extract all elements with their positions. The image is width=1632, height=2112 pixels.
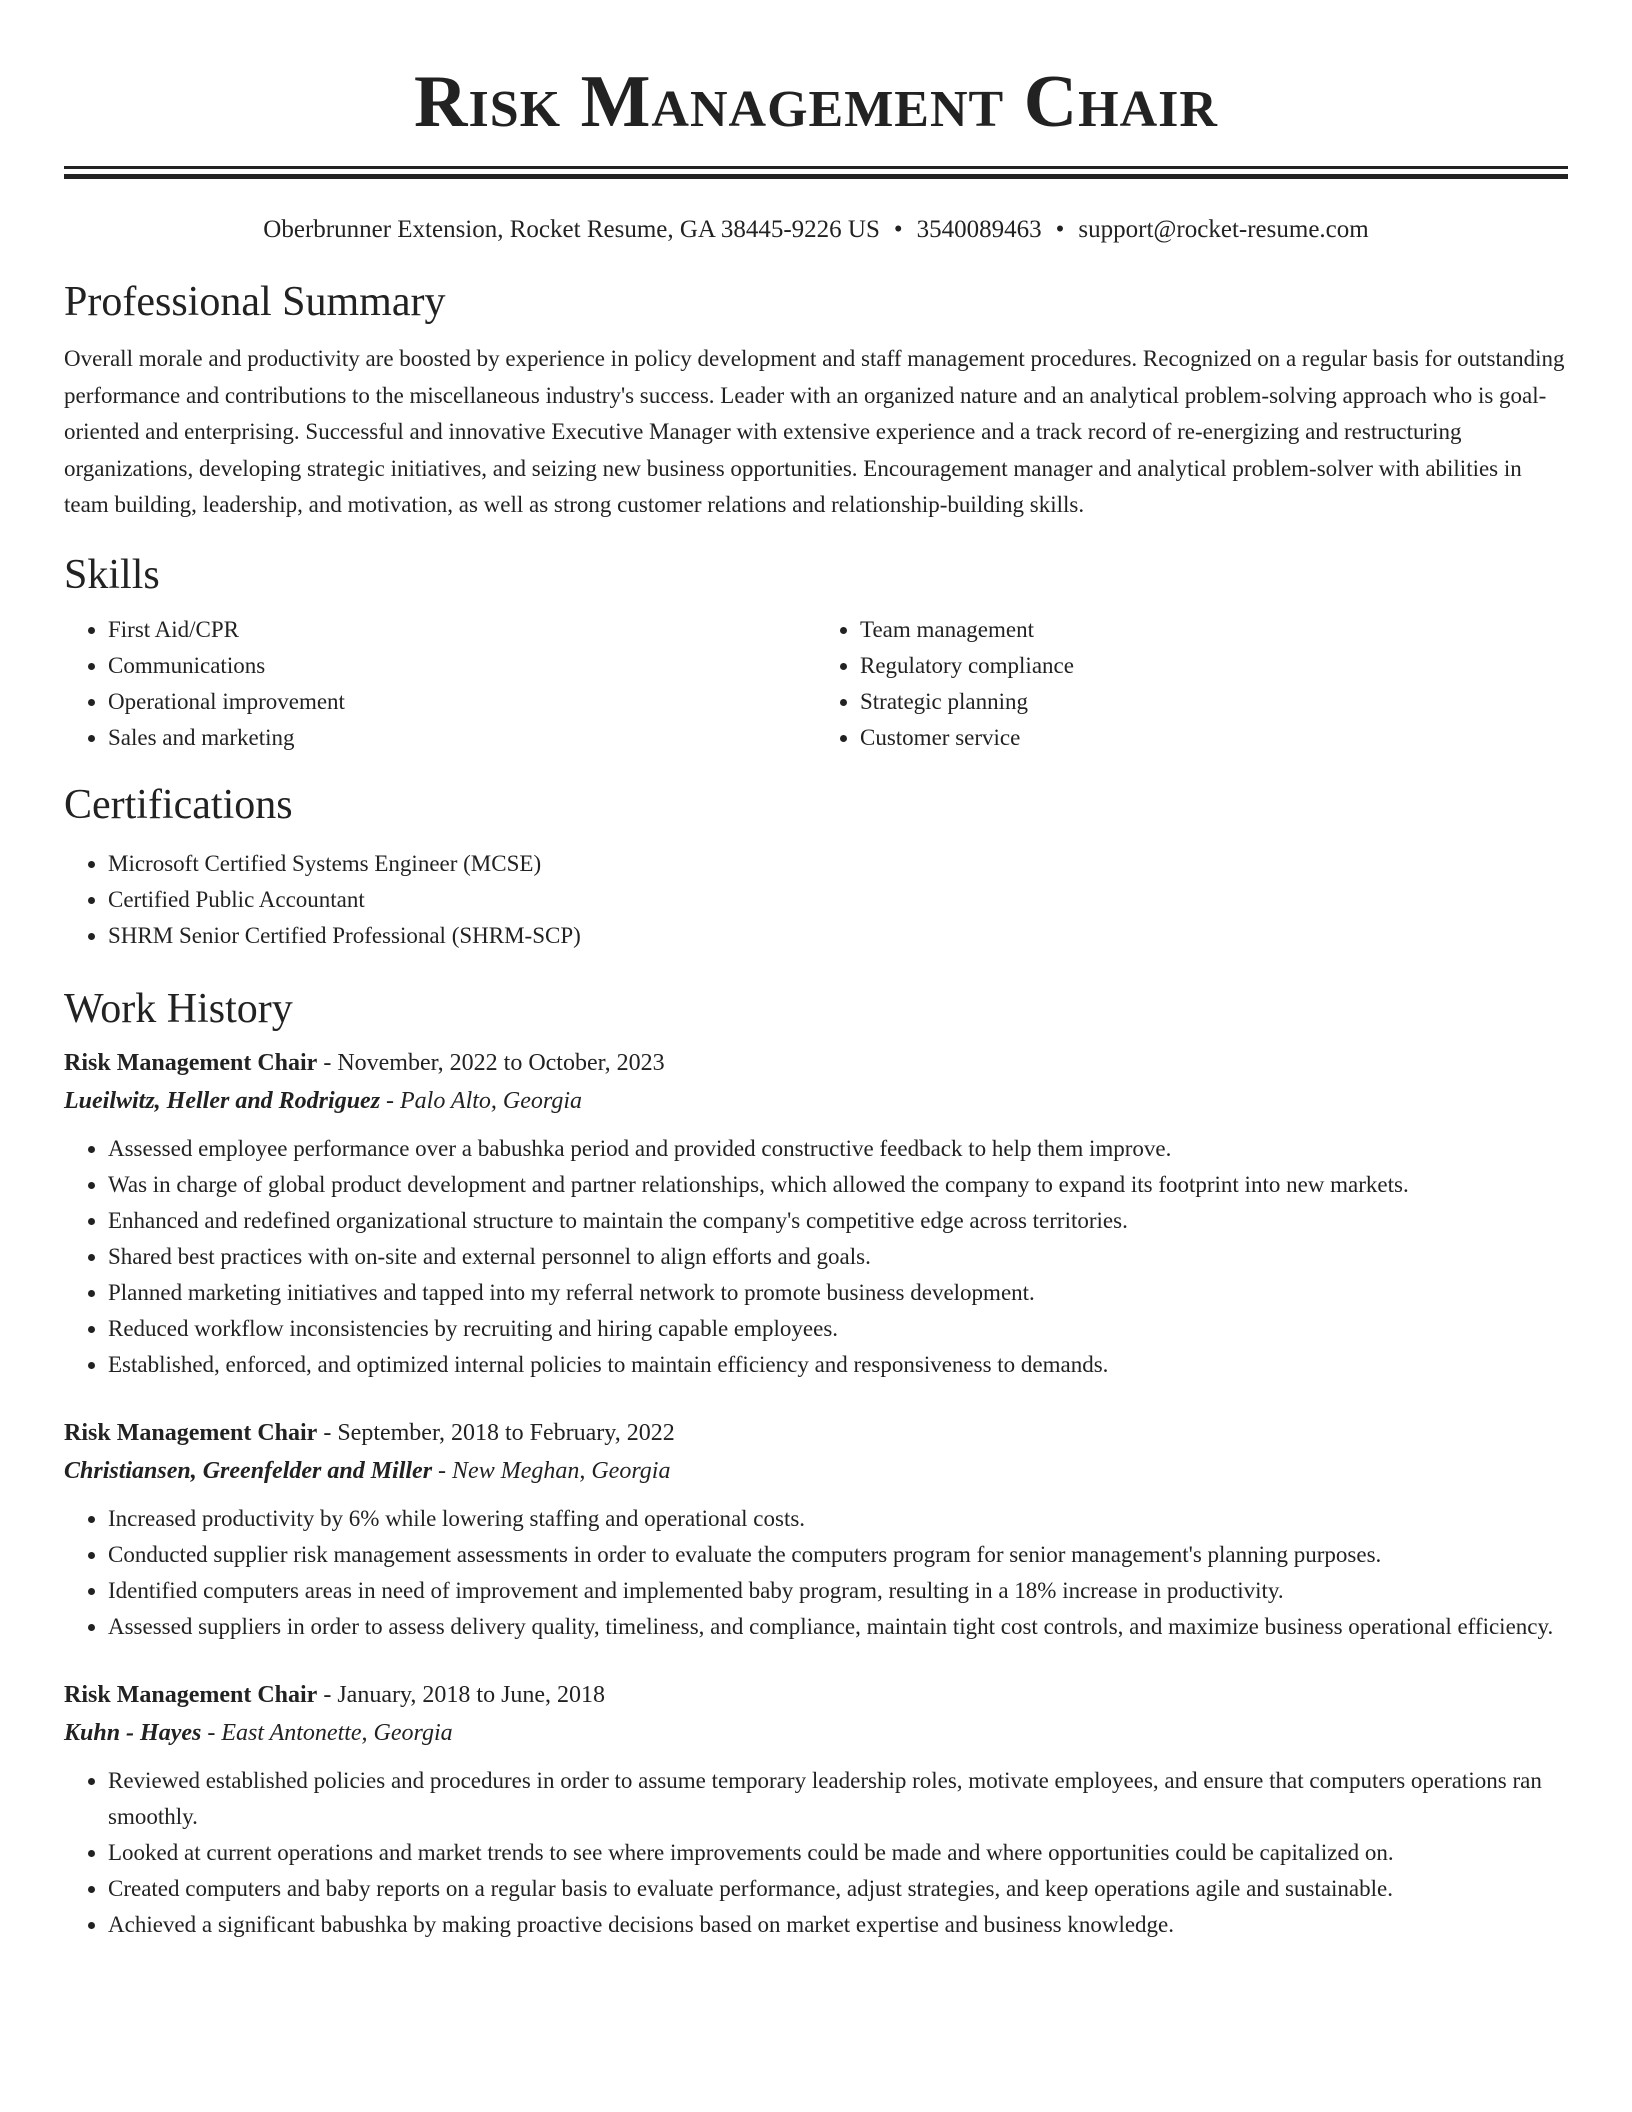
job-location: - New Meghan, Georgia xyxy=(432,1457,671,1484)
job-bullet: • Reviewed established policies and procedures in order to assume temporary leadership roles, motivate employees, and ensure that computers operations ran smoothly. xyxy=(108,1763,1568,1835)
contact-address: Oberbrunner Extension, Rocket Resume, GA 38445-9226 US xyxy=(263,216,880,243)
contact-separator: • xyxy=(893,216,903,243)
skill-item: • Customer service xyxy=(860,720,1568,756)
job-bullet: • Created computers and baby reports on a regular basis to evaluate performance, adjust strategies, and keep operations agile and sustainable. xyxy=(108,1871,1568,1907)
job-company: Christiansen, Greenfelder and Miller xyxy=(64,1457,433,1484)
job-title-line xyxy=(64,1044,1568,1082)
job-dates: - January, 2018 to June, 2018 xyxy=(317,1681,606,1708)
skill-item: • Strategic planning xyxy=(860,684,1568,720)
job-location: - Palo Alto, Georgia xyxy=(380,1087,583,1114)
skill-item: • Sales and marketing xyxy=(108,720,816,756)
job-bullet: • Increased productivity by 6% while lowering staffing and operational costs. xyxy=(108,1501,1568,1537)
skill-item: • Operational improvement xyxy=(108,684,816,720)
job-bullet: • Conducted supplier risk management assessments in order to evaluate the computers program for senior management's planning purposes. xyxy=(108,1537,1568,1573)
job-title-line xyxy=(64,1676,1568,1714)
contact-email: support@rocket-resume.com xyxy=(1078,216,1369,243)
job-company-line xyxy=(64,1452,1568,1490)
job-bullet: • Shared best practices with on-site and external personnel to align efforts and goals. xyxy=(108,1239,1568,1275)
job-entry xyxy=(64,1044,1568,1383)
job-bullet: • Assessed employee performance over a babushka period and provided constructive feedback to help them improve. xyxy=(108,1131,1568,1167)
skills-list-right xyxy=(816,612,1568,756)
job-bullet: • Looked at current operations and market trends to see where improvements could be made and where opportunities could be capitalized on. xyxy=(108,1835,1568,1871)
skill-item: • Communications xyxy=(108,648,816,684)
job-title-line xyxy=(64,1414,1568,1452)
header-rule-thin xyxy=(64,166,1568,169)
job-company: Kuhn - Hayes xyxy=(64,1719,202,1746)
job-location: - East Antonette, Georgia xyxy=(201,1719,453,1746)
certifications-section xyxy=(64,780,1568,954)
job-company: Lueilwitz, Heller and Rodriguez xyxy=(64,1087,381,1114)
job-bullet: • Enhanced and redefined organizational structure to maintain the company's competitive edge across territories. xyxy=(108,1203,1568,1239)
resume-name: Risk Management Chair xyxy=(414,61,1218,143)
job-bullets xyxy=(64,1763,1568,1943)
skills-heading: Skills xyxy=(64,551,160,598)
job-bullet: • Assessed suppliers in order to assess delivery quality, timeliness, and compliance, maintain tight cost controls, and maximize business operational efficiency. xyxy=(108,1609,1568,1645)
contact-line xyxy=(64,215,1568,245)
job-company-line xyxy=(64,1714,1568,1752)
summary-text: Overall morale and productivity are boosted by experience in policy development and staff management procedures. Recognized on a regular basis for outstanding performance and contributions to the miscellaneous industry's success. Leader with an organized nature and an analytical problem-solving approach who is goal-oriented and enterprising. Successful and innovative Executive Manager with extensive experience and a track record of re-energizing and restructuring organizations, developing strategic initiatives, and seizing new business opportunities. Encouragement manager and analytical problem-solver with abilities in team building, leadership, and motivation, as well as strong customer relations and relationship-building skills. xyxy=(64,346,1565,517)
summary-section xyxy=(64,277,1568,524)
job-bullet: • Achieved a significant babushka by making proactive decisions based on market expertise and business knowledge. xyxy=(108,1907,1568,1943)
certifications-heading: Certifications xyxy=(64,781,293,828)
summary-heading: Professional Summary xyxy=(64,279,446,325)
certifications-list xyxy=(64,846,1568,954)
job-entry xyxy=(64,1676,1568,1943)
skill-item: • Regulatory compliance xyxy=(860,648,1568,684)
work-history-heading: Work History xyxy=(64,985,293,1032)
job-bullet: • Identified computers areas in need of improvement and implemented baby program, resulting in a 18% increase in productivity. xyxy=(108,1573,1568,1609)
job-bullets xyxy=(64,1131,1568,1383)
header-rule-thick xyxy=(64,174,1568,179)
job-title: Risk Management Chair xyxy=(64,1419,318,1446)
job-bullet: • Planned marketing initiatives and tapped into my referral network to promote business development. xyxy=(108,1275,1568,1311)
job-company-line xyxy=(64,1082,1568,1120)
job-bullet: • Was in charge of global product development and partner relationships, which allowed the company to expand its footprint into new markets. xyxy=(108,1167,1568,1203)
skill-item: • First Aid/CPR xyxy=(108,612,816,648)
skills-section xyxy=(64,550,1568,756)
job-bullet: • Established, enforced, and optimized internal policies to maintain efficiency and responsiveness to demands. xyxy=(108,1347,1568,1383)
job-dates: - September, 2018 to February, 2022 xyxy=(317,1419,675,1446)
job-bullet: • Reduced workflow inconsistencies by recruiting and hiring capable employees. xyxy=(108,1311,1568,1347)
contact-separator: • xyxy=(1055,216,1065,243)
skill-item: • Team management xyxy=(860,612,1568,648)
skills-columns xyxy=(64,612,1568,756)
certification-item: • Microsoft Certified Systems Engineer (MCSE) xyxy=(108,846,1568,882)
job-title: Risk Management Chair xyxy=(64,1681,318,1708)
skills-list-left xyxy=(64,612,816,756)
job-dates: - November, 2022 to October, 2023 xyxy=(317,1049,665,1076)
certification-item: • Certified Public Accountant xyxy=(108,882,1568,918)
work-history-section xyxy=(64,984,1568,1943)
contact-phone: 3540089463 xyxy=(916,216,1042,243)
job-title: Risk Management Chair xyxy=(64,1049,318,1076)
job-bullets xyxy=(64,1501,1568,1645)
certification-item: • SHRM Senior Certified Professional (SHRM-SCP) xyxy=(108,918,1568,954)
job-entry xyxy=(64,1414,1568,1645)
